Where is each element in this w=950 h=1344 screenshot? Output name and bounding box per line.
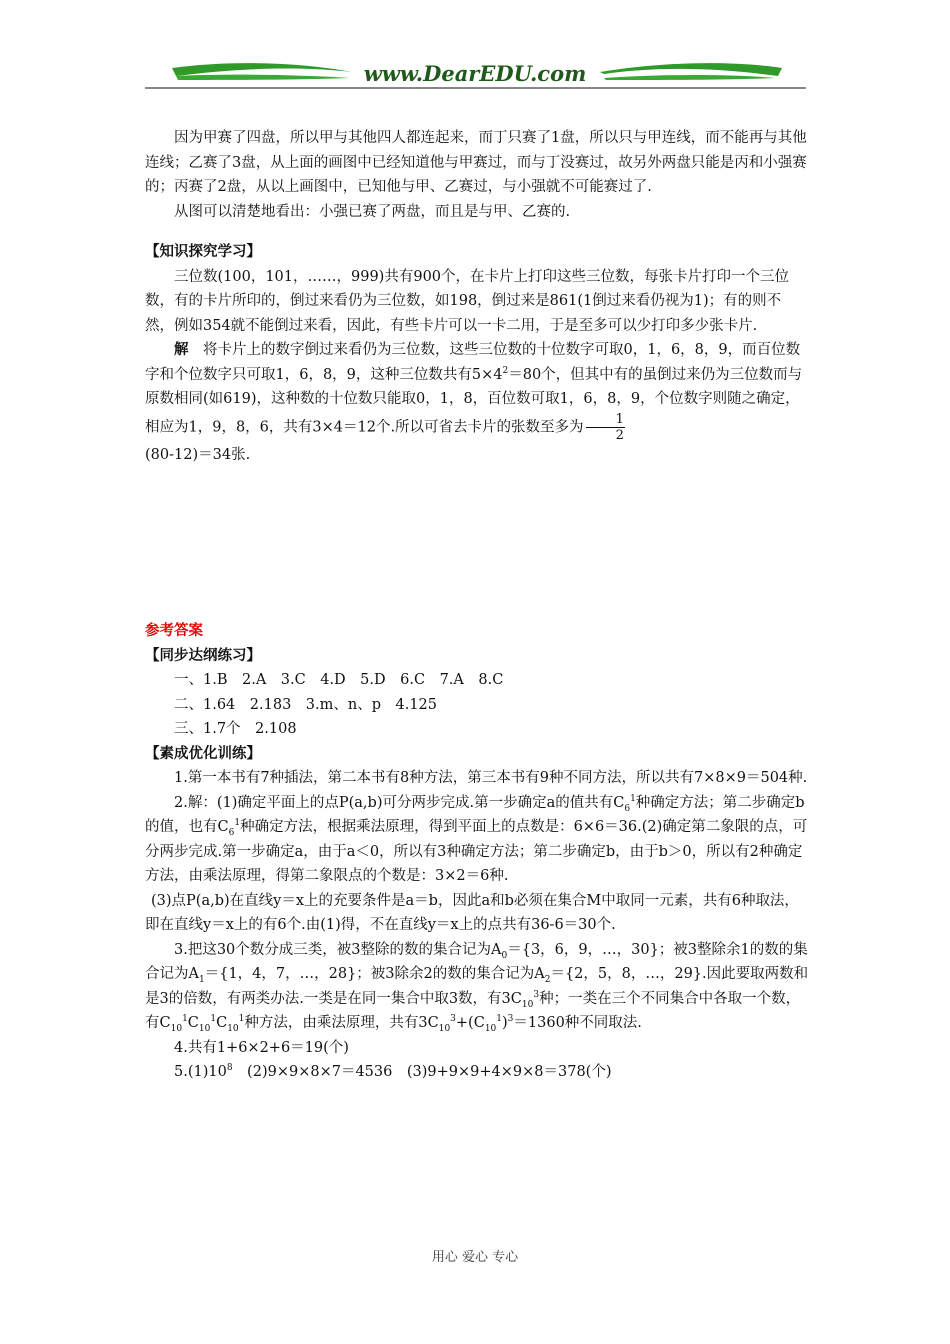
solution-label: 解 (174, 341, 189, 358)
sync-line-3: 三、1.7个 2.108 (174, 721, 297, 737)
explore-heading: 【知识探究学习】 (145, 243, 261, 260)
sync-line-1: 一、1.B 2.A 3.C 4.D 5.D 6.C 7.A 8.C (174, 672, 504, 688)
page-footer: 用心 爱心 专心 (431, 1250, 519, 1265)
explore-problem: 三位数(100，101，……，999)共有900个，在卡片上打印这些三位数，每张卡片打印一个三位数，有的卡片所印的，倒过来看仍为三位数，如198，倒过来是861(1倒过来看仍视为1)；有的则不然，例如354就不能倒过来看，因此，有些卡片可以一卡二用，于是至多可以少打印多少张卡片. (145, 268, 790, 334)
intro-paragraph-2: 从图可以清楚地看出：小强已赛了两盘，而且是与甲、乙赛的. (174, 203, 571, 220)
quality-answer-4: 4.共有1+6×2+6＝19(个) (174, 1039, 349, 1056)
explore-solution-end: (80-12)＝34张. (145, 446, 251, 463)
right-swoosh (600, 63, 782, 76)
left-swoosh-tail (176, 75, 350, 80)
quality-answer-3: 3.把这30个数分成三类，被3整除的数的集合记为$A_0=\{3$，6，9，…，30}；被3整除余1的数的集合记为$A_1=\{1$，4，7，…，28}；被3除余2的数的集合记为$A_2=\{2$，5，8，…，29}.因此要取两数和是3的倍数，有两类办法.一类是在同一集合中取3数，有$3C_{10}^3$种；一类在三个不同集合中各取一个数，有$C_{10}^1C_{10}^1C_{10}^1$种方法，由乘法原理，共有$3C_{10}^3+(C_{10}^1)^3=1360$种不同取法. (145, 941, 809, 1034)
sync-heading: 【同步达纲练习】 (145, 646, 261, 664)
fraction-one-half: $\frac{1}{2}$ (586, 412, 625, 443)
logo-text: www.DearEDU.com (363, 61, 587, 86)
left-swoosh (172, 63, 352, 76)
deiedu-logo-banner (0, 50, 950, 96)
quality-answer-2: 2.解：(1)确定平面上的点P(a,b)可分两步完成.第一步确定a的值共有$C_6^1$种确定方法；第二步确定b的值，也有$C_6^1$种确定方法，根据乘法原理，得到平面上的点数是：6×6＝36.(2)确定第二象限的点，可分两步完成.第一步确定a，由于a＜0，所以有3种确定方法；第二步确定b，由于b＞0，所以有2种确定方法，由乘法原理，得第二象限点的个数是：3×2＝6种. (145, 793, 808, 884)
right-swoosh-tail (604, 75, 776, 80)
quality-answer-5: $5.(1)10^8$ (2)9×9×8×7＝4536 (3)9+9×9+4×9×8＝378(个) (174, 1063, 612, 1080)
quality-answer-1: 1.第一本书有7种插法，第二本书有8种方法，第三本书有9种不同方法，所以共有7×8×9＝504种. (174, 770, 808, 786)
quality-answer-2-part3: (3)点P(a,b)在直线y＝x上的充要条件是a＝b，因此a和b必须在集合M中取同一元素，共有6种取法，即在直线y＝x上的有6个.由(1)得，不在直线y＝x上的点共有36-6＝30个. (145, 892, 799, 933)
answers-title: 参考答案 (145, 622, 203, 639)
quality-heading: 【素成优化训练】 (145, 744, 261, 762)
explore-solution: 解 将卡片上的数字倒过来看仍为三位数，这些三位数的十位数字可取0，1，6，8，9，而百位数字和个位数字只可取1，6，8，9，这种三位数共有$5\times 4^2=80$个，但其中有的虽倒过来仍为三位数而与原数相同(如619)，这种数的十位数只能取0，1，8，百位数可取1，6，8，9，个位数字则随之确定，相应为1，9，8，6，共有3×4＝12个.所以可省去卡片的张数至多为 $\frac{1}{2}$ (145, 341, 803, 443)
site-header (0, 50, 950, 96)
document-body (145, 126, 809, 1085)
intro-paragraph-1: 因为甲赛了四盘，所以甲与其他四人都连起来，而丁只赛了1盘，所以只与甲连线，而不能再与其他连线；乙赛了3盘，从上面的画图中已经知道他与甲赛过，而与丁没赛过，故另外两盘只能是丙和小强赛的；丙赛了2盘，从以上画图中，已知他与甲、乙赛过，与小强就不可能赛过了. (145, 130, 807, 195)
sync-line-2: 二、1.64 2.183 3.m、n、p 4.125 (174, 696, 438, 713)
